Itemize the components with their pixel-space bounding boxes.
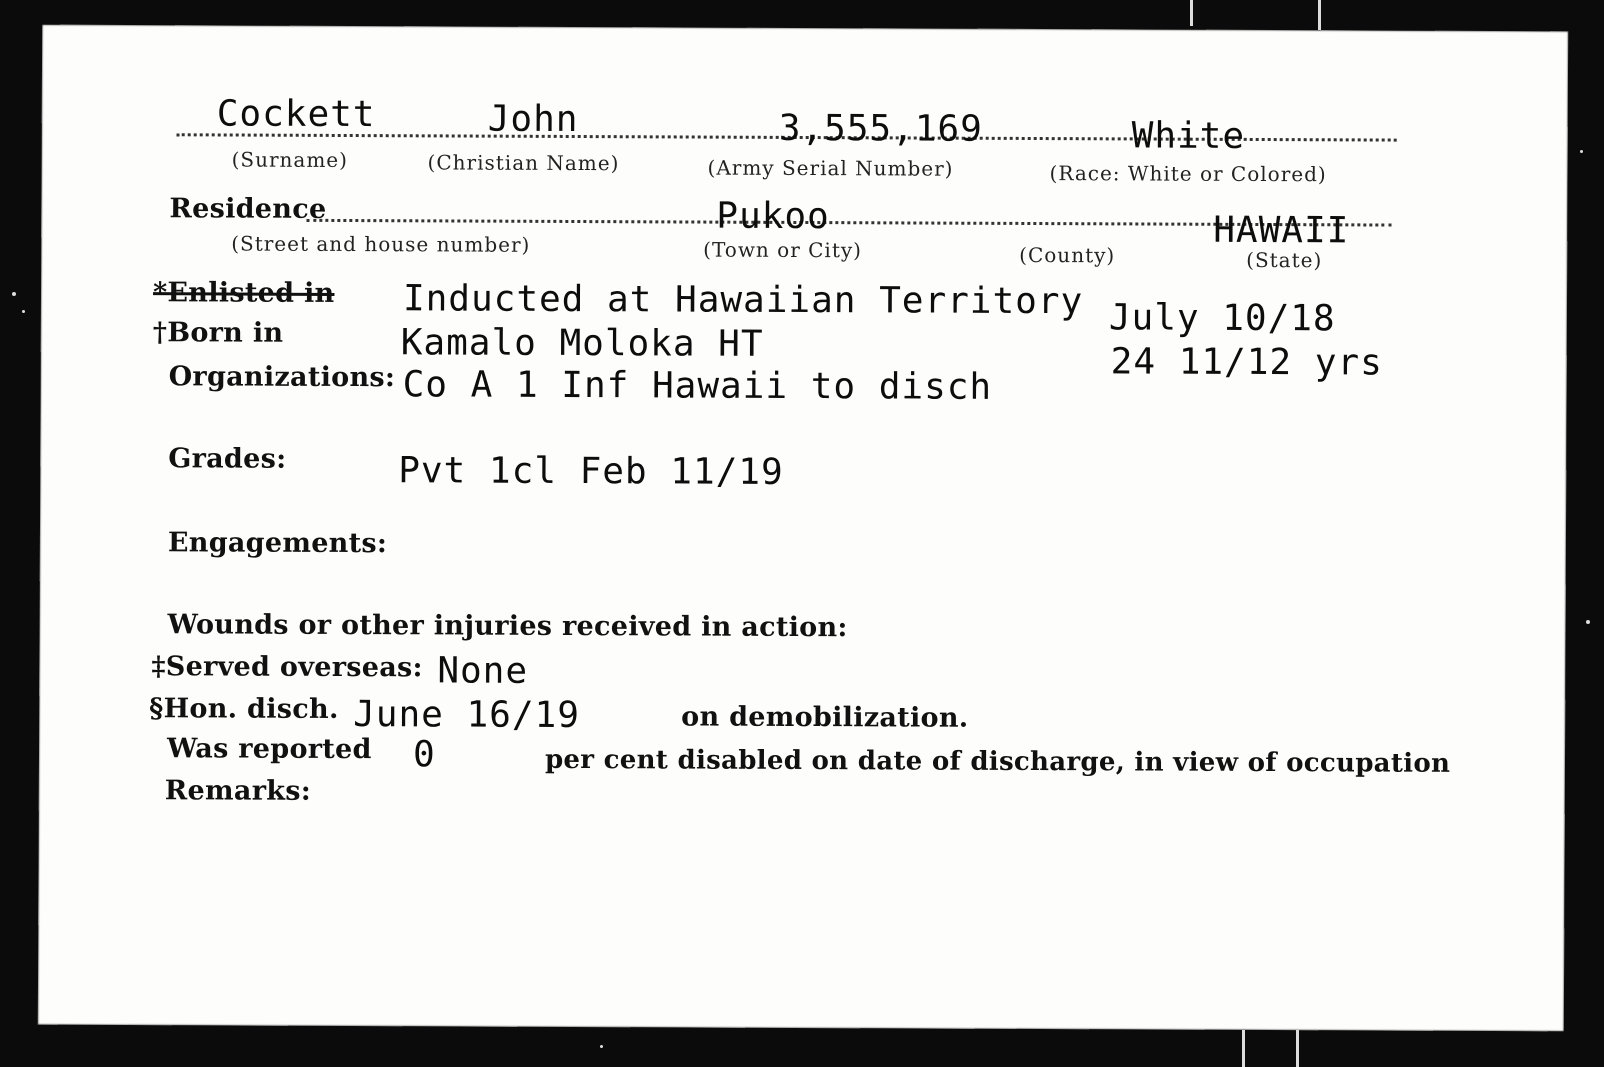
born-value: Kamalo Moloka HT <box>400 322 764 365</box>
disability-percent-value: 0 <box>412 734 436 776</box>
engagements-label: Engagements: <box>167 527 388 560</box>
born-label: †Born in <box>152 317 284 349</box>
enlisted-date-value: July 10/18 <box>1108 297 1336 340</box>
served-overseas-value: None <box>437 650 529 692</box>
race-caption: (Race: White or Colored) <box>1049 161 1327 187</box>
christian-name-caption: (Christian Name) <box>427 150 620 176</box>
christian-name-value: John <box>487 98 579 141</box>
grades-value: Pvt 1cl Feb 11/19 <box>398 450 784 493</box>
residence-state-value: HAWAII <box>1213 209 1350 252</box>
honorable-discharge-value: June 16/19 <box>353 694 581 737</box>
film-scratch <box>1296 1030 1299 1067</box>
film-scratch <box>1242 1030 1245 1067</box>
grades-label: Grades: <box>168 443 287 475</box>
state-caption: (State) <box>1246 247 1323 273</box>
serial-number-value: 3,555,169 <box>778 107 983 150</box>
was-reported-label: Was reported <box>166 733 372 766</box>
race-value: White <box>1131 115 1246 157</box>
film-speck <box>12 292 16 296</box>
enlisted-value: Inducted at Hawaiian Territory <box>402 278 1084 323</box>
service-record-card <box>38 25 1568 1032</box>
film-speck <box>22 310 25 313</box>
enlisted-label: *Enlisted in <box>152 277 335 309</box>
demobilization-text: on demobilization. <box>681 701 969 734</box>
film-speck <box>1586 620 1590 624</box>
residence-town-value: Pukoo <box>716 195 830 238</box>
residence-label: Residence <box>169 193 327 225</box>
county-caption: (County) <box>1019 242 1116 268</box>
organizations-value: Co A 1 Inf Hawaii to disch <box>402 364 993 408</box>
honorable-discharge-label: §Hon. disch. <box>149 693 339 725</box>
served-overseas-label: ‡Served overseas: <box>151 651 423 684</box>
town-caption: (Town or City) <box>703 237 863 263</box>
film-speck <box>1580 150 1583 153</box>
film-speck <box>600 1045 603 1048</box>
organizations-label: Organizations: <box>168 361 396 394</box>
film-scratch <box>1318 0 1321 30</box>
born-age-value: 24 11/12 yrs <box>1110 341 1383 384</box>
wounds-label: Wounds or other injuries received in action: <box>167 609 848 644</box>
serial-number-caption: (Army Serial Number) <box>707 155 954 181</box>
street-caption: (Street and house number) <box>231 231 531 257</box>
surname-value: Cockett <box>216 93 376 136</box>
remarks-label: Remarks: <box>164 775 312 807</box>
surname-caption: (Surname) <box>231 147 349 173</box>
film-scratch <box>1190 0 1193 26</box>
disability-statement: per cent disabled on date of discharge, in view of occupation <box>544 744 1451 779</box>
